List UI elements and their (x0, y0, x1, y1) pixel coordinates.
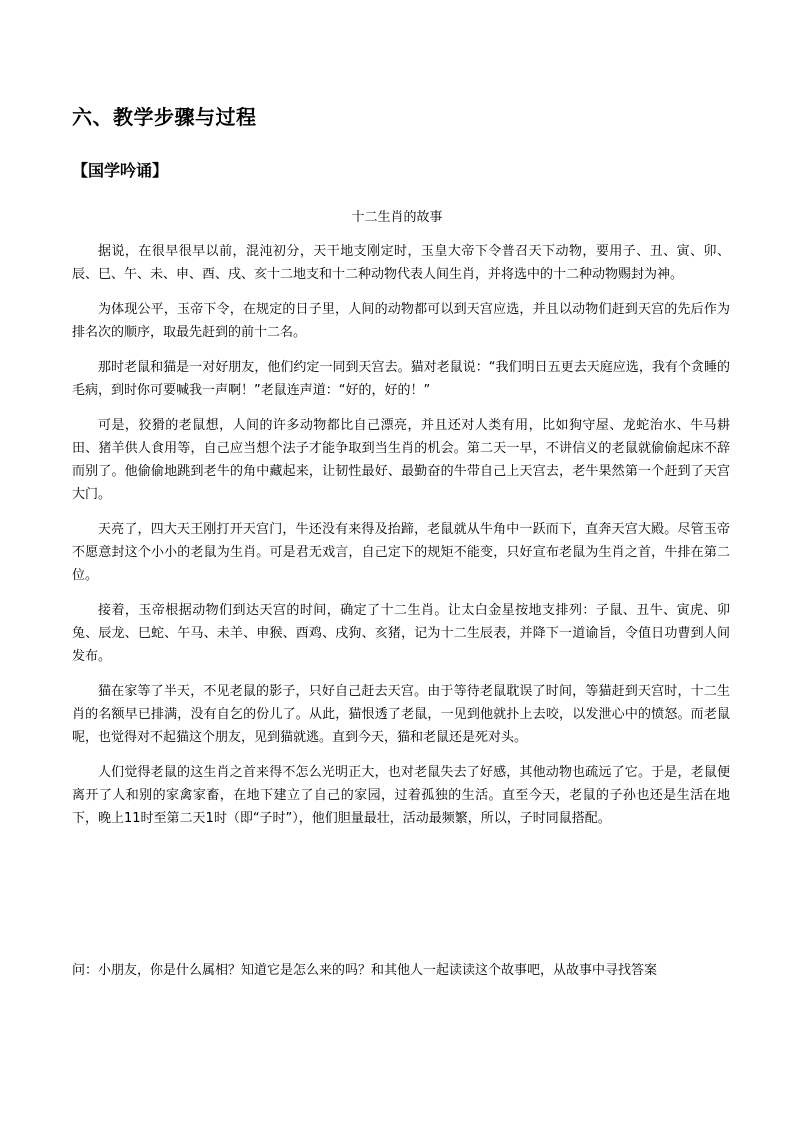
story-body (72, 240, 730, 842)
section-heading: 六、教学步骤与过程 (72, 105, 257, 129)
story-paragraph: 据说，在很早很早以前，混沌初分，天干地支刚定时，玉皇大帝下令普召天下动物，要用子、丑、寅、卯、辰、巳、午、未、申、酉、戌、亥十二地支和十二种动物代表人间生肖，并将选中的十二种动物赐封为神。 (72, 244, 730, 282)
story-paragraph: 人们觉得老鼠的这生肖之首来得不怎么光明正大，也对老鼠失去了好感，其他动物也疏远了它。于是，老鼠便离开了人和别的家禽家畜，在地下建立了自己的家园，过着孤独的生活。直至今天，老鼠的子孙也还是生活在地下，晚上11时至第二天1时（即“子时”），他们胆量最壮，活动最频繁，所以，子时同鼠搭配。 (72, 765, 730, 826)
sub-heading: 【国学吟诵】 (72, 161, 169, 180)
story-paragraph: 接着，玉帝根据动物们到达天宫的时间，确定了十二生肖。让太白金星按地支排列：子鼠、丑牛、寅虎、卯兔、辰龙、巳蛇、午马、未羊、申猴、酉鸡、戌狗、亥猪，记为十二生辰表，并降下一道谕旨，令值日功曹到人间发布。 (72, 603, 730, 664)
story-paragraph: 那时老鼠和猫是一对好朋友，他们约定一同到天宫去。猫对老鼠说：“我们明日五更去天庭应选，我有个贪睡的毛病，到时你可要喊我一声啊！”老鼠连声道：“好的，好的！” (72, 360, 730, 398)
story-paragraph: 天亮了，四大天王刚打开天宫门，牛还没有来得及抬蹄，老鼠就从牛角中一跃而下，直奔天宫大殿。尽管玉帝不愿意封这个小小的老鼠为生肖。可是君无戏言，自己定下的规矩不能变，只好宣布老鼠为生肖之首，牛排在第二位。 (72, 522, 730, 583)
story-paragraph: 可是，狡猾的老鼠想，人间的许多动物都比自己漂亮，并且还对人类有用，比如狗守屋、龙蛇治水、牛马耕田、猪羊供人食用等，自己应当想个法子才能争取到当生肖的机会。第二天一早，不讲信义的老鼠就偷偷起床不辞而别了。他偷偷地跳到老牛的角中藏起来，让韧性最好、最勤奋的牛带自己上天宫去，老牛果然第一个赶到了天宫大门。 (72, 418, 730, 502)
story-paragraph: 为体现公平，玉帝下令，在规定的日子里，人间的动物都可以到天宫应选，并且以动物们赶到天宫的先后作为排名次的顺序，取最先赶到的前十二名。 (72, 302, 730, 340)
question-text: 问：小朋友，你是什么属相？知道它是怎么来的吗？和其他人一起读读这个故事吧，从故事中寻找答案 (72, 963, 658, 978)
story-paragraph: 猫在家等了半天，不见老鼠的影子，只好自己赶去天宫。由于等待老鼠耽误了时间，等猫赶到天宫时，十二生肖的名额早已排满，没有自乞的份儿了。从此，猫恨透了老鼠，一见到他就扑上去咬，以发泄心中的愤怒。而老鼠呢，也觉得对不起猫这个朋友，见到猫就逃。直到今天，猫和老鼠还是死对头。 (72, 684, 730, 745)
story-title: 十二生肖的故事 (351, 210, 443, 225)
